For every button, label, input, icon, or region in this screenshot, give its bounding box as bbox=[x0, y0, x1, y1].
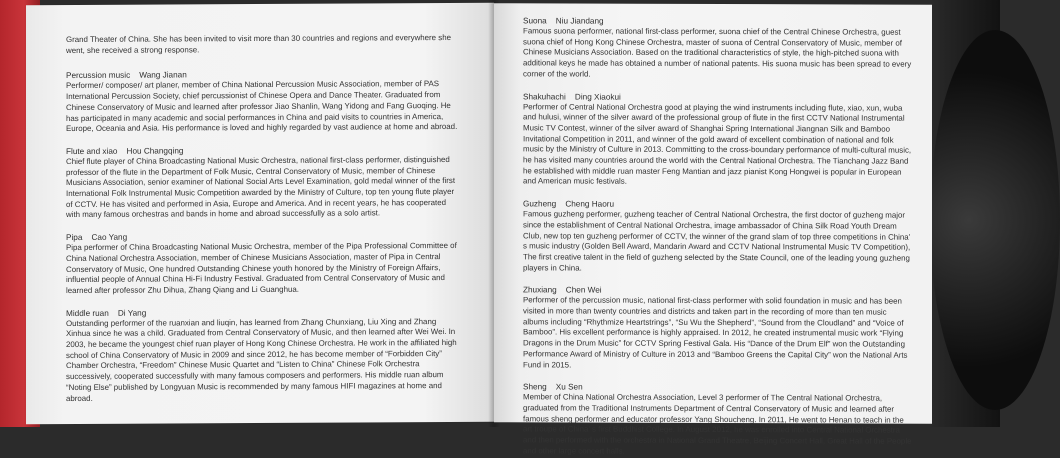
bio-instrument: Middle ruan bbox=[66, 308, 109, 318]
bio-instrument: Zhuxiang bbox=[523, 285, 557, 295]
bio-block bbox=[66, 68, 460, 135]
bio-instrument: Pipa bbox=[66, 233, 83, 243]
bio-text: Performer of Central National Orchestra good at playing the wind instruments including flute, xiao, xun, wuba and hulusi, winner of the silver award of the professional group of flute in the first CCTV National Instrumental Music TV Contest, winner of the silver award of Shanghai Spring International Jiangnan Silk and Bamboo Invitational Competition in 2011, and winner of the gold award of excellent combination of national and folk music by the Ministry of Culture in 2013. Committing to the cross-boundary performance of multi-cultural music, he has visited many countries around the world with the Central National Orchestra. The Tianchang Jazz Band he established with middle ruan master Feng Mantian and jazz pianist Kong Hongwei is popular in European and American music festivals. bbox=[523, 101, 912, 187]
intro-paragraph: Grand Theater of China. She has been invited to visit more than 30 countries and regions and everywhere she went, she received a strong response. bbox=[66, 33, 451, 55]
bio-block bbox=[66, 144, 460, 221]
bio-text: Famous suona performer, national first-class performer, suona chief of the Central Chinese Orchestra, guest suona chief of Hong Kong Chinese Orchestra, master of suona of Central Conservatory of Music, member of Chinese Musicians Association. Based on the traditional characteristics of style, the high-pitched suona with additional keys he made has obtained a number of national patents. His suona music has been spread to every corner of the world. bbox=[523, 26, 912, 79]
bio-instrument: Guzheng bbox=[523, 199, 557, 209]
bio-block bbox=[523, 198, 912, 275]
dark-tray bbox=[930, 0, 1000, 427]
bio-instrument: Flute and xiao bbox=[66, 146, 118, 156]
bio-block bbox=[523, 285, 912, 372]
bio-performer: Cheng Haoru bbox=[565, 199, 615, 209]
bio-instrument: Shakuhachi bbox=[523, 91, 566, 102]
bio-block bbox=[523, 91, 912, 189]
bio-text: Outstanding performer of the ruanxian and liuqin, has learned from Zhang Chunxiang, Liu Xing and Zhang Xinhua since he was a child. Graduated from Central Conservatory of Music, and then learned after Wei Wei. In 2003, he became the youngest chief ruan player of Hong Kong Chinese Orchestra. He work in the affiliated high school of China Conservatory of Music in 2009 and since 2012, he has become member of “Forbidden City” Chamber Orchestra, “Freedom” Chinese Music Quartet and “Listen to China” Chinese Folk Orchestra successively, cooperated successfully with many famous composers and performers. His middle ruan album “Noting Else” published by Longyuan Music is recommended by many famous HIFI magazines at home and abroad. bbox=[66, 316, 457, 403]
right-page bbox=[494, 3, 932, 456]
bio-performer: Di Yang bbox=[117, 308, 147, 318]
bio-performer: Niu Jiandang bbox=[555, 16, 604, 26]
bio-instrument: Percussion music bbox=[66, 71, 131, 81]
bio-performer: Ding Xiaokui bbox=[574, 92, 621, 102]
bio-instrument: Sheng bbox=[523, 382, 547, 392]
bio-text: Performer/ composer/ art planer, member of China National Percussion Music Association, member of PAS International Percussion Society, chief percussionist of Chinese Opera and Dance Theater. Graduated from Chinese Conservatory of Music and learned after professor Jiao Shanlin, Wang Yidong and Fang Guoqing. He has participated in many academic and social performances in China and paid visits to countries in America, Europe, Oceania and Asia. His performance is loved and highly regarded by vast audience at home and abroad. bbox=[66, 79, 458, 134]
bio-block bbox=[66, 306, 460, 405]
bio-block bbox=[66, 230, 460, 297]
bio-instrument: Suona bbox=[523, 16, 547, 26]
bio-block bbox=[523, 382, 912, 458]
bio-text: Member of China National Orchestra Association, Level 3 performer of The Central National Orchestra, graduated from the Traditional Instruments Department of Central Conservatory of Music and learned after famous sheng performer and educator professor Yang Shoucheng. In 2011, He went to Henan to teach in the art troupe of China’ s first Buddhist College. In August 2012, he was enrolled into Central National Orchestra and then performed with the orchestra in National Grand Theatre, Beijing Concert Hall, Great Hall of the People and other large concert halls. bbox=[523, 392, 912, 456]
bio-performer: Cao Yang bbox=[91, 232, 128, 243]
bio-text: Famous guzheng performer, guzheng teacher of Central National Orchestra, the first doctor of guzheng major since the establishment of Central National Orchestra, image ambassador of China Silk Road Youth Dream Club, new top ten guzheng performer of CCTV, the winner of the grand slam of top three competitions in China’ s music industry (Golden Bell Award, Mandarin Award and CCTV National Instrumental Music TV Competition), The first creative talent in the field of guzheng selected by the State Council, one of the leading young guzheng players in China. bbox=[523, 209, 911, 273]
bio-block bbox=[523, 15, 912, 81]
bio-text: Performer of the percussion music, national first-class performer with solid foundation in music and has been visited in more than twenty countries and districts and taken part in the recording of more than ten music albums including “Rhythmize Heartstrings”, “Su Wu the Shepherd”, “Sound from the Cloudland” and “Voice of Bamboo”. His excellent performance is highly appraised. In 2012, he created instrumental music work “Flying Dragons in the Drum Music” for CCTV Spring Festival Gala. His “Dance of the Drum Elf” won the Outstanding Performance Award of Ministry of Culture in 2013 and “Bamboo Greens the Capital City” won the National Arts Fund in 2015. bbox=[523, 295, 908, 370]
bio-performer: Hou Changqing bbox=[126, 146, 184, 156]
left-page bbox=[26, 3, 494, 424]
bio-performer: Xu Sen bbox=[555, 382, 583, 392]
bio-performer: Wang Jianan bbox=[139, 70, 187, 81]
bio-heading bbox=[523, 91, 912, 103]
bio-text: Pipa performer of China Broadcasting National Music Orchestra, member of the Pipa Professional Committee of China National Orchestra Association, member of Chinese Musicians Association, master of Pipa in Central Conservatory of Music, One hundred Outstanding Chinese youth honored by the Ministry of Foreign Affairs, influential people of Annual China Hi-Fi Industry Festival. Graduated from Central Conservatory of Music and learned after professor Zhu Dihua, Zhang Qiang and Li Guanghua. bbox=[66, 241, 457, 295]
bio-performer: Chen Wei bbox=[565, 285, 602, 295]
cd-disc bbox=[930, 30, 1060, 410]
bio-text: Chief flute player of China Broadcasting National Music Orchestra, national first-class performer, distinguished professor of the flute in the Department of Folk Music, Central Conservatory of Music, member of Chinese Musicians Association, senior examiner of National Social Arts Level Examination, gold medal winner of the first International Folk Instrumental Music Competition awarded by the Ministry of Culture, top ten young flute player of CCTV. He has visited and performed in Asia, Europe and America. And in recent years, he has cooperated with many famous orchestras and bands in home and abroad successfully as a solo artist. bbox=[66, 154, 456, 220]
